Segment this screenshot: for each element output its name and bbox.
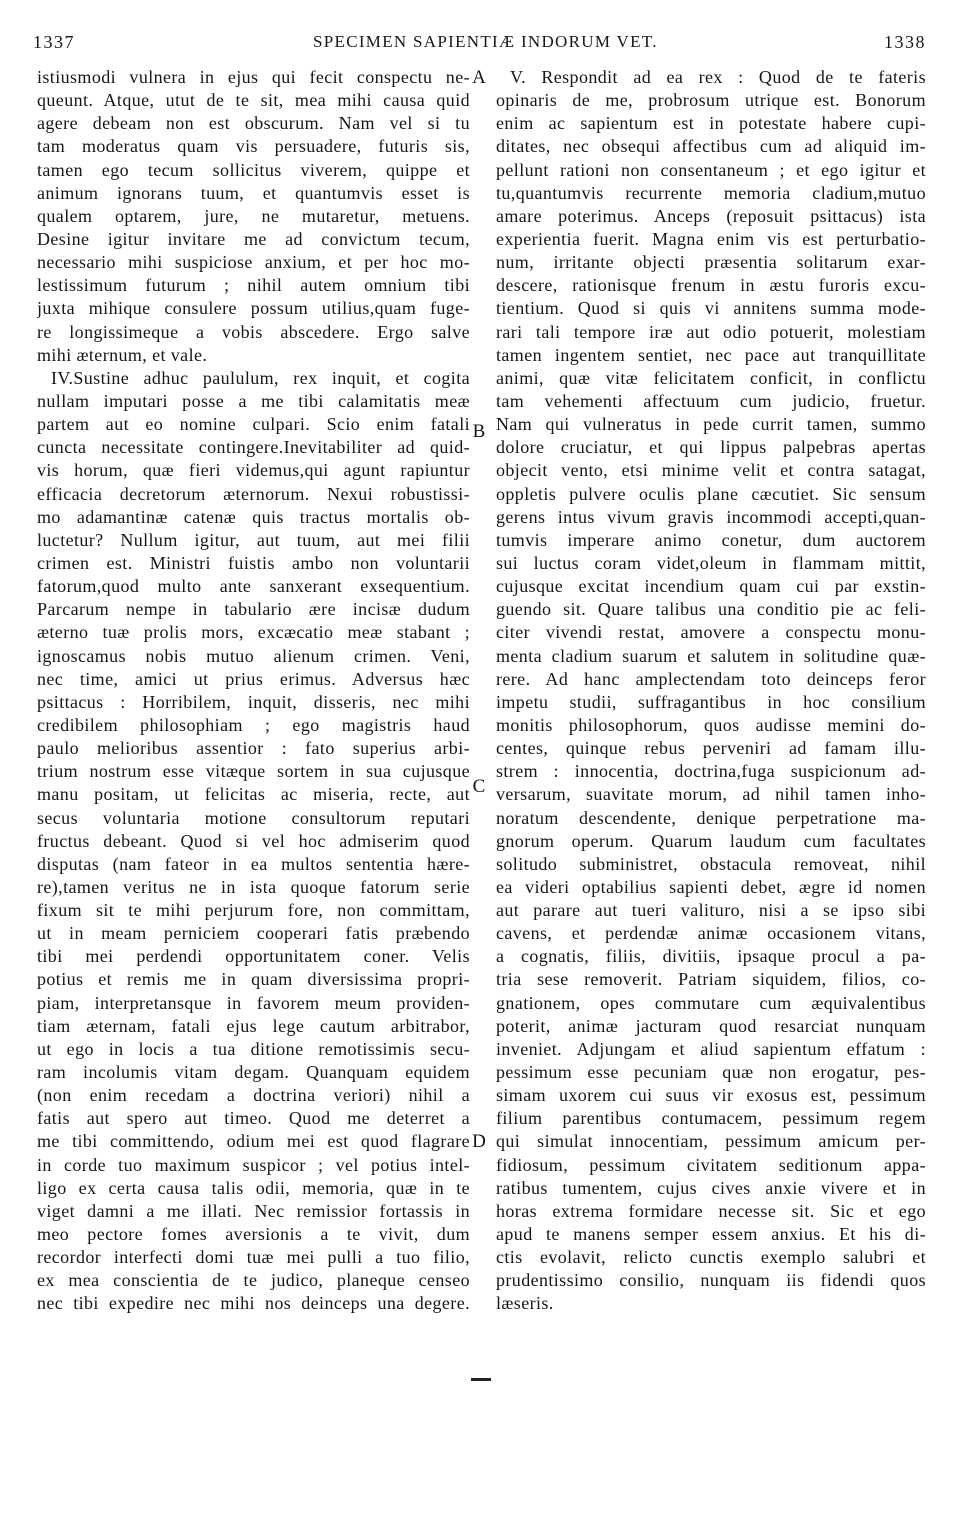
text-line: aut parare aut tueri valituro, nisi a se ipso sibi [496, 900, 926, 921]
text-line: experientia fuerit. Magna enim vis est perturbatio- [496, 228, 926, 249]
column-number-right: 1338 [884, 32, 926, 52]
text-line: cujusque excitat incendium quam cui par exstin- [496, 576, 926, 597]
text-line: qui simulat innocentiam, pessimum amicum per- [496, 1131, 926, 1152]
text-line: cavens, et perdendæ animæ occasionem vitans, [496, 923, 926, 944]
text-line: recordor interfecti domi tuæ mei pulli a tuo filio, [37, 1247, 470, 1268]
text-line: læseris. [496, 1293, 554, 1314]
text-line: crimen est. Ministri fuistis ambo non voluntarii [37, 552, 470, 573]
text-line: efficacia decretorum æternorum. Nexui robustissi- [37, 483, 470, 504]
text-line: simam uxorem cui suus vir exosus est, pessimum [496, 1085, 926, 1106]
text-line: Nam qui vulneratus in pede currit tamen, summo [496, 414, 926, 435]
text-line: psittacus : Horribilem, inquit, disseris, nec mihi [37, 691, 470, 712]
left-text-column [37, 66, 470, 1316]
text-line: gerens intus vivum gravis incommodi accepti,quan- [496, 506, 926, 527]
text-line: apud te manens semper essem anxius. Et his di- [496, 1224, 926, 1245]
text-line: nec tibi expedire nec mihi nos deinceps una degere. [37, 1293, 470, 1314]
text-line: potius et remis me in quam diversissima propri- [37, 969, 470, 990]
text-line: tibi mei perdendi opportunitatem coner. Velis [37, 946, 470, 967]
text-line: æterno tuæ prolis mors, excæcatio meæ stabant ; [37, 622, 470, 643]
text-line: agere debeam non est obscurum. Nam vel si tu [37, 113, 470, 134]
text-line: ut ego in locis a tua ditione remotissimis secu- [37, 1038, 470, 1059]
text-line: tiam æternam, fatali ejus lege cautum arbitrabor, [37, 1015, 470, 1036]
text-line: centes, quinque rebus perveniri ad famam illu- [496, 738, 926, 759]
text-line: me tibi committendo, odium mei est quod flagrare [37, 1131, 470, 1152]
text-line: poterit, animæ jacturam quod resarciat nunquam [496, 1015, 926, 1036]
text-line: tria sese removerit. Patriam siquidem, filios, co- [496, 969, 926, 990]
text-line: tam vehementi affectuum cum judicio, fruetur. [496, 390, 926, 411]
text-line: strem : innocentia, doctrina,fuga suspicionum ad- [496, 761, 926, 782]
text-line: lestissimum futurum ; nihil autem omnium tibi [37, 275, 470, 296]
text-line: disputas (nam fateor in ea multos sententia hære- [37, 853, 470, 874]
margin-letter-d: D [472, 1131, 486, 1152]
text-line: Parcarum nempe in tabulario ære incisæ dudum [37, 599, 470, 620]
paragraph [37, 66, 470, 367]
margin-letter-c: C [472, 776, 486, 797]
text-line: a cognatis, filiis, divitiis, ipsaque procul a pa- [496, 946, 926, 967]
text-line: fatorum,quod multo ante sanxerant exsequentium. [37, 576, 470, 597]
text-line: descere, rationisque frenum in æstu furoris excu- [496, 275, 926, 296]
text-line: Desine igitur invitare me ad convictum tecum, [37, 228, 470, 249]
text-line: mo adamantinæ catenæ quis tractus mortalis ob- [37, 506, 470, 527]
text-line: ratibus tumentem, cujus cives anxie vivere et in [496, 1177, 926, 1198]
margin-letter-b: B [472, 421, 486, 442]
text-line: queunt. Atque, utut de te sit, mea mihi causa quid [37, 90, 470, 111]
text-line: re longissimeque a vobis abscedere. Ergo salve [37, 321, 470, 342]
text-line: rari tali tempore iræ aut odio potuerit, molestiam [496, 321, 926, 342]
text-line: viget damni a me illati. Nec remissior fortassis in [37, 1200, 470, 1221]
text-line: re),tamen veritus ne in ista quoque fatorum serie [37, 876, 470, 897]
text-line: tientium. Quod si quis vi annitens summa mode- [496, 298, 926, 319]
text-line: V. Respondit ad ea rex : Quod de te fateris [510, 67, 926, 87]
text-line: necessario mihi suspiciose anxium, et per hoc mo- [37, 252, 470, 273]
text-line: fructus debeant. Quod si vel hoc admiserim quod [37, 830, 470, 851]
column-number-left: 1337 [33, 32, 75, 52]
text-line: sui luctus coram videt,oleum in flammam mittit, [496, 552, 926, 573]
text-line: rere. Ad hanc amplectendam toto deinceps feror [496, 668, 926, 689]
text-line: objecit vento, etsi minime velit et contra satagat, [496, 460, 926, 481]
text-line: tam moderatus quam vis persuadere, futuris sis, [37, 136, 470, 157]
text-line: gnationem, opes commutare cum æquivalentibus [496, 992, 926, 1013]
text-line: ditates, nec obsequi affectibus cum ad aliquid im- [496, 136, 926, 157]
text-line: fidiosum, pessimum civitatem seditionum appa- [496, 1154, 926, 1175]
text-line: ram incolumis vitam degam. Quanquam equidem [37, 1062, 470, 1083]
text-line: pessimum esse pecuniam quæ non erogatur, pes- [496, 1062, 926, 1083]
text-line: ctis evolavit, relicto cunctis exemplo salubri et [496, 1247, 926, 1268]
text-line: monitis philosophorum, quos audisse memini do- [496, 714, 926, 735]
text-line: manu positam, ut felicitas ac miseria, recte, aut [37, 784, 470, 805]
text-line: versarum, suavitate morum, ad nihil tamen inho- [496, 784, 926, 805]
text-line: filium parentibus contumacem, pessimum regem [496, 1108, 926, 1129]
text-line: piam, interpretansque in favorem meum providen- [37, 992, 470, 1013]
text-line: menta cladium suarum et salutem in solitudine quæ- [496, 645, 926, 666]
text-line: num, irritante objecti præsentia solitarum exar- [496, 252, 926, 273]
text-line: credibilem philosophiam ; ego magistris haud [37, 714, 470, 735]
paragraph [496, 66, 926, 1316]
text-line: pellunt rationi non consentaneum ; et ego igitur et [496, 159, 926, 180]
text-line: ex mea conscientia de te judico, planeque censeo [37, 1270, 470, 1291]
text-line: guendo sit. Quare talibus una conditio pie ac feli- [496, 599, 926, 620]
text-line: cuncta necessitate contingere.Inevitabiliter ad quid- [37, 437, 470, 458]
text-line: juxta mihique consulere possum utilius,quam fuge- [37, 298, 470, 319]
text-line: nullam imputari posse a me tibi calamitatis meæ [37, 390, 470, 411]
text-line: horas extrema formidare necesse sit. Sic et ego [496, 1200, 926, 1221]
text-line: partem aut eo nomine culpari. Scio enim fatali [37, 414, 470, 435]
text-line: solitudo subministret, obstacula removeat, nihil [496, 853, 926, 874]
text-line: opinaris de me, probrosum utrique est. Bonorum [496, 90, 926, 111]
paragraph [37, 367, 470, 1316]
text-line: tumvis imperare animo conetur, dum auctorem [496, 529, 926, 550]
running-title: SPECIMEN SAPIENTIÆ INDORUM VET. [313, 32, 658, 51]
text-line: noratum descendente, denique perpetratione ma- [496, 807, 926, 828]
text-line: istiusmodi vulnera in ejus qui fecit conspectu ne- [37, 67, 470, 87]
text-line: animi, quæ vitæ felicitatem conficit, in conflictu [496, 367, 926, 388]
text-line: luctetur? Nullum igitur, aut tuum, aut mei filii [37, 529, 470, 550]
text-line: secus voluntaria motione consultorum reputari [37, 807, 470, 828]
end-rule [471, 1378, 491, 1381]
text-line: prudentissimo consilio, nunquam iis fidendi quos [496, 1270, 926, 1291]
text-line: dolore cruciatur, et qui lippus palpebras apertas [496, 437, 926, 458]
text-line: mihi æternum, et vale. [37, 344, 208, 365]
text-line: tamen ego tecum sollicitus viverem, quippe et [37, 159, 470, 180]
text-line: inveniet. Adjungam et aliud sapientum effatum : [496, 1038, 926, 1059]
text-line: ligo ex certa causa talis odii, memoria, quæ in te [37, 1177, 470, 1198]
text-line: tamen ingentem sentiet, nec pace aut tranquillitate [496, 344, 926, 365]
text-line: in corde tuo maximum suspicor ; vel potius intel- [37, 1154, 470, 1175]
text-line: citer vivendi restat, amovere a conspectu monu- [496, 622, 926, 643]
text-line: enim ac sapientum est in potestate habere cupi- [496, 113, 926, 134]
text-line: trium nostrum esse vitæque sortem in sua cujusque [37, 761, 470, 782]
text-line: qualem optarem, jure, ne mutaretur, metuens. [37, 205, 470, 226]
text-line: tu,quantumvis recurrente memoria cladium,mutuo [496, 182, 926, 203]
margin-letter-a: A [472, 67, 486, 88]
right-text-column [496, 66, 926, 1316]
text-line: vis horum, quæ fieri videmus,qui agunt rapiuntur [37, 460, 470, 481]
text-line: paulo melioribus assentior : fato superius arbi- [37, 738, 470, 759]
text-line: ignoscamus nobis mutuo alienum crimen. Veni, [37, 645, 470, 666]
text-line: animum ignorans tuum, et quantumvis esset is [37, 182, 470, 203]
text-line: (non enim recedam a doctrina veriori) nihil a [37, 1085, 470, 1106]
text-line: fatis aut spero aut timeo. Quod me deterret a [37, 1108, 470, 1129]
text-line: IV.Sustine adhuc paululum, rex inquit, et cogita [51, 367, 470, 388]
text-line: nec time, amici ut prius erimus. Adversus hæc [37, 668, 470, 689]
text-line: gnorum operum. Quarum laudum cum facultates [496, 830, 926, 851]
text-line: oppletis pulvere oculis plane cæcutiet. Sic sensum [496, 483, 926, 504]
text-line: ea videri optabilius sapienti debet, ægre id nomen [496, 876, 926, 897]
text-line: ut in meam perniciem cooperari fatis præbendo [37, 923, 470, 944]
text-line: amare poterimus. Anceps (reposuit psittacus) ista [496, 205, 926, 226]
text-line: meo pectore fomes aversionis a te vivit, dum [37, 1224, 470, 1245]
text-line: fixum sit te mihi perjurum fore, non committam, [37, 900, 470, 921]
text-line: impetu studii, suffragantibus in hoc consilium [496, 691, 926, 712]
